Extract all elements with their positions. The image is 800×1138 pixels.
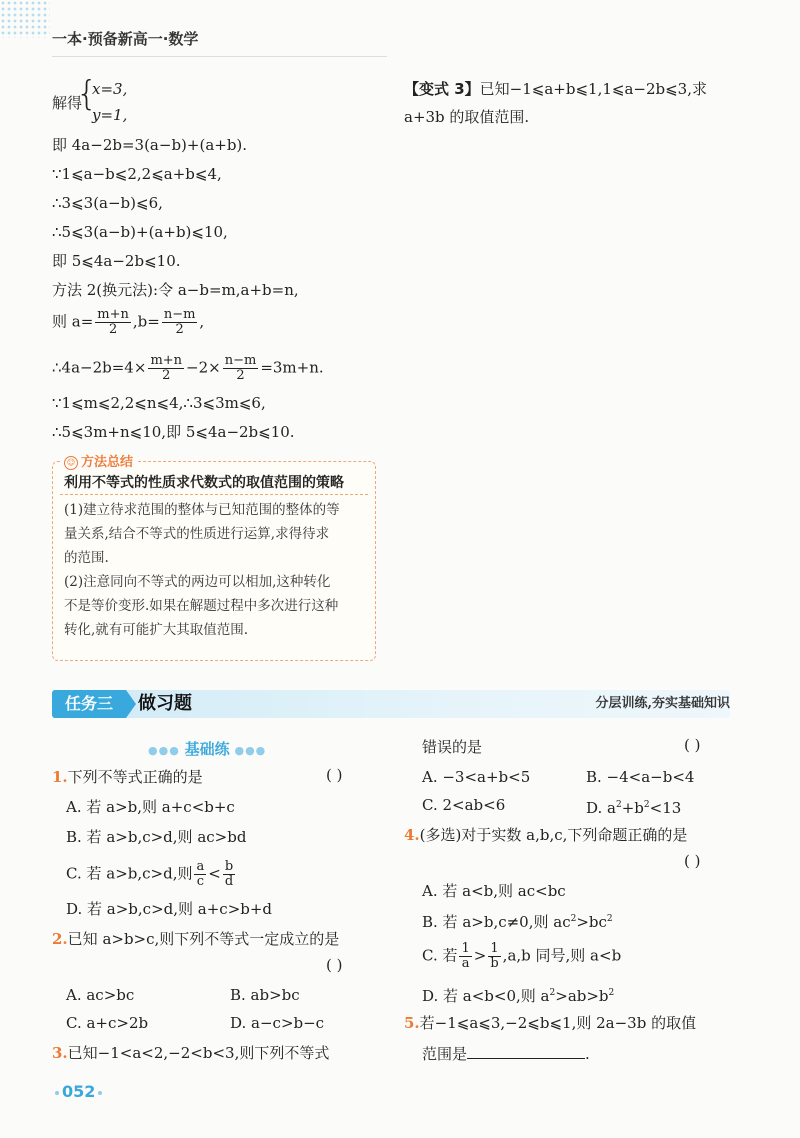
variant-tag: 【变式 3】 bbox=[404, 80, 480, 98]
system-y: y=1, bbox=[92, 106, 128, 124]
answer-paren: ( ) bbox=[684, 736, 701, 754]
question-number: 1. bbox=[52, 768, 68, 786]
answer-paren: ( ) bbox=[684, 852, 701, 870]
question-number: 4. bbox=[404, 826, 420, 844]
text: < bbox=[208, 864, 221, 883]
expression-line bbox=[52, 354, 324, 383]
option-b: B. −4<a−b<4 bbox=[586, 768, 695, 786]
task-title: 做习题 bbox=[138, 693, 192, 714]
fraction bbox=[223, 354, 259, 383]
denominator: a bbox=[461, 956, 470, 971]
option-d bbox=[586, 794, 681, 819]
section-label: 基础练 bbox=[184, 740, 230, 758]
section-heading: ●●● 基础练 ●●● bbox=[148, 740, 267, 758]
answer-blank[interactable] bbox=[467, 1042, 585, 1059]
page-number-text: 052 bbox=[62, 1082, 96, 1101]
system-x: x=3, bbox=[92, 80, 128, 98]
text: 范围是 bbox=[422, 1045, 468, 1063]
option-c: C. a+c>2b bbox=[66, 1014, 149, 1032]
solution-label: 解得 bbox=[52, 94, 83, 112]
text: −2× bbox=[186, 358, 221, 377]
text: D. a bbox=[586, 799, 616, 817]
numerator: 1 bbox=[488, 942, 500, 957]
denominator: d bbox=[224, 874, 234, 889]
summary-line: 量关系,结合不等式的性质进行运算,求得待求 bbox=[64, 526, 330, 542]
numerator: b bbox=[224, 859, 234, 874]
summary-line: (2)注意同向不等式的两边可以相加,这种转化 bbox=[64, 574, 331, 590]
fraction bbox=[459, 942, 471, 971]
fraction bbox=[95, 308, 131, 337]
numerator: n−m bbox=[224, 353, 257, 368]
fraction bbox=[488, 942, 500, 971]
fraction bbox=[162, 308, 198, 337]
option-b bbox=[422, 908, 613, 933]
exponent: 2 bbox=[615, 800, 622, 810]
exponent: 2 bbox=[606, 914, 613, 924]
question-5-continued bbox=[422, 1042, 590, 1065]
question-1 bbox=[52, 766, 203, 788]
answer-paren: ( ) bbox=[326, 766, 343, 784]
question-stem: 下列不等式正确的是 bbox=[67, 768, 203, 786]
exponent: 2 bbox=[549, 988, 556, 998]
text: <13 bbox=[649, 799, 682, 817]
text: ,a,b 同号,则 a<b bbox=[502, 946, 622, 965]
summary-divider bbox=[60, 494, 368, 495]
numerator: m+n bbox=[150, 353, 183, 368]
question-2 bbox=[52, 928, 339, 950]
header-divider bbox=[52, 56, 387, 57]
numerator: 1 bbox=[461, 941, 470, 956]
denominator: 2 bbox=[162, 368, 171, 383]
option-d: D. a−c>b−c bbox=[230, 1014, 325, 1032]
denominator: 2 bbox=[175, 322, 184, 337]
text: 则 a= bbox=[52, 312, 94, 331]
dot-icon bbox=[98, 1091, 102, 1095]
option-d: D. 若 a>b,c>d,则 a+c>b+d bbox=[66, 900, 273, 918]
question-5 bbox=[404, 1012, 696, 1034]
option-a: A. ac>bc bbox=[66, 986, 135, 1004]
text: C. 若 bbox=[422, 946, 458, 965]
question-stem: 已知 a>b>c,则下列不等式一定成立的是 bbox=[67, 930, 340, 948]
text: +b bbox=[621, 799, 644, 817]
question-3 bbox=[52, 1042, 329, 1064]
fraction bbox=[148, 354, 184, 383]
text: >bc bbox=[576, 913, 607, 931]
denominator: c bbox=[196, 874, 204, 889]
denominator: 2 bbox=[108, 322, 118, 337]
summary-line: (1)建立待求范围的整体与已知范围的整体的等 bbox=[64, 502, 340, 518]
task-tag: 任务三 bbox=[52, 690, 126, 718]
question-stem: (多选)对于实数 a,b,c,下列命题正确的是 bbox=[419, 826, 688, 844]
text: ,b= bbox=[132, 312, 160, 331]
text: >ab>b bbox=[555, 987, 609, 1005]
text: > bbox=[473, 946, 487, 965]
solution-line: ∴3⩽3(a−b)⩽6, bbox=[52, 194, 163, 212]
solution-line: ∴5⩽3m+n⩽10,即 5⩽4a−2b⩽10. bbox=[52, 423, 295, 441]
variant-text: 已知−1⩽a+b⩽1,1⩽a−2b⩽3,求 bbox=[479, 80, 707, 98]
variant-question bbox=[404, 78, 707, 100]
question-number: 5. bbox=[404, 1014, 420, 1032]
denominator: 2 bbox=[236, 368, 245, 383]
solution-line: ∵1⩽a−b⩽2,2⩽a+b⩽4, bbox=[52, 165, 222, 183]
task-subtitle: 分层训练,夯实基础知识 bbox=[595, 696, 730, 711]
option-c: C. 2<ab<6 bbox=[422, 796, 506, 814]
summary-line: 不是等价变形.如果在解题过程中多次进行这种 bbox=[64, 598, 339, 614]
solution-line: 即 4a−2b=3(a−b)+(a+b). bbox=[52, 136, 248, 154]
exponent: 2 bbox=[643, 800, 650, 810]
option-b: B. ab>bc bbox=[230, 986, 300, 1004]
option-c bbox=[66, 860, 237, 889]
dot-icon bbox=[55, 1091, 59, 1095]
method2-line: 方法 2(换元法):令 a−b=m,a+b=n, bbox=[52, 281, 299, 299]
corner-dot-pattern bbox=[0, 0, 50, 38]
running-header: 一本·预备新高一·数学 bbox=[52, 30, 199, 48]
summary-title: 利用不等式的性质求代数式的取值范围的策略 bbox=[64, 475, 344, 491]
numerator: a bbox=[196, 859, 205, 874]
page-number bbox=[52, 1082, 105, 1101]
text: D. 若 a<b<0,则 a bbox=[422, 987, 550, 1005]
question-3-continued: 错误的是 bbox=[422, 738, 483, 756]
denominator: b bbox=[490, 956, 499, 971]
option-c bbox=[422, 942, 621, 971]
variant-question-line2: a+3b 的取值范围. bbox=[404, 108, 530, 126]
option-b: B. 若 a>b,c>d,则 ac>bd bbox=[66, 828, 247, 846]
question-number: 3. bbox=[52, 1044, 68, 1062]
substitution-line bbox=[52, 308, 204, 337]
summary-line: 的范围. bbox=[64, 550, 109, 566]
question-4 bbox=[404, 824, 687, 846]
text: ∴4a−2b=4× bbox=[52, 358, 147, 377]
text: , bbox=[199, 312, 205, 331]
numerator: m+n bbox=[97, 307, 129, 322]
answer-paren: ( ) bbox=[326, 956, 343, 974]
text: B. 若 a>b,c≠0,则 ac bbox=[422, 913, 571, 931]
option-d bbox=[422, 982, 614, 1007]
text: . bbox=[585, 1045, 590, 1063]
solution-line: ∵1⩽m⩽2,2⩽n⩽4,∴3⩽3m⩽6, bbox=[52, 394, 266, 412]
option-a: A. 若 a>b,则 a+c<b+c bbox=[66, 798, 235, 816]
text: =3m+n. bbox=[260, 358, 324, 377]
summary-tag-label: 方法总结 bbox=[81, 455, 134, 470]
question-number: 2. bbox=[52, 930, 68, 948]
text: C. 若 a>b,c>d,则 bbox=[66, 864, 193, 883]
question-stem: 若−1⩽a⩽3,−2⩽b⩽1,则 2a−3b 的取值 bbox=[419, 1014, 697, 1032]
exponent: 2 bbox=[570, 914, 577, 924]
option-a: A. −3<a+b<5 bbox=[422, 768, 531, 786]
solution-line: ∴5⩽3(a−b)+(a+b)⩽10, bbox=[52, 223, 228, 241]
fraction bbox=[194, 860, 206, 889]
numerator: n−m bbox=[163, 307, 196, 322]
exponent: 2 bbox=[608, 988, 615, 998]
fraction bbox=[223, 860, 235, 889]
method-summary-tag bbox=[60, 451, 137, 470]
option-a: A. 若 a<b,则 ac<bc bbox=[422, 882, 566, 900]
system-brace: { bbox=[76, 74, 98, 114]
summary-line: 转化,就有可能扩大其取值范围. bbox=[64, 622, 249, 638]
question-stem: 已知−1<a<2,−2<b<3,则下列不等式 bbox=[67, 1044, 330, 1062]
summary-icon: ☺ bbox=[64, 456, 78, 470]
solution-line: 即 5⩽4a−2b⩽10. bbox=[52, 252, 181, 270]
